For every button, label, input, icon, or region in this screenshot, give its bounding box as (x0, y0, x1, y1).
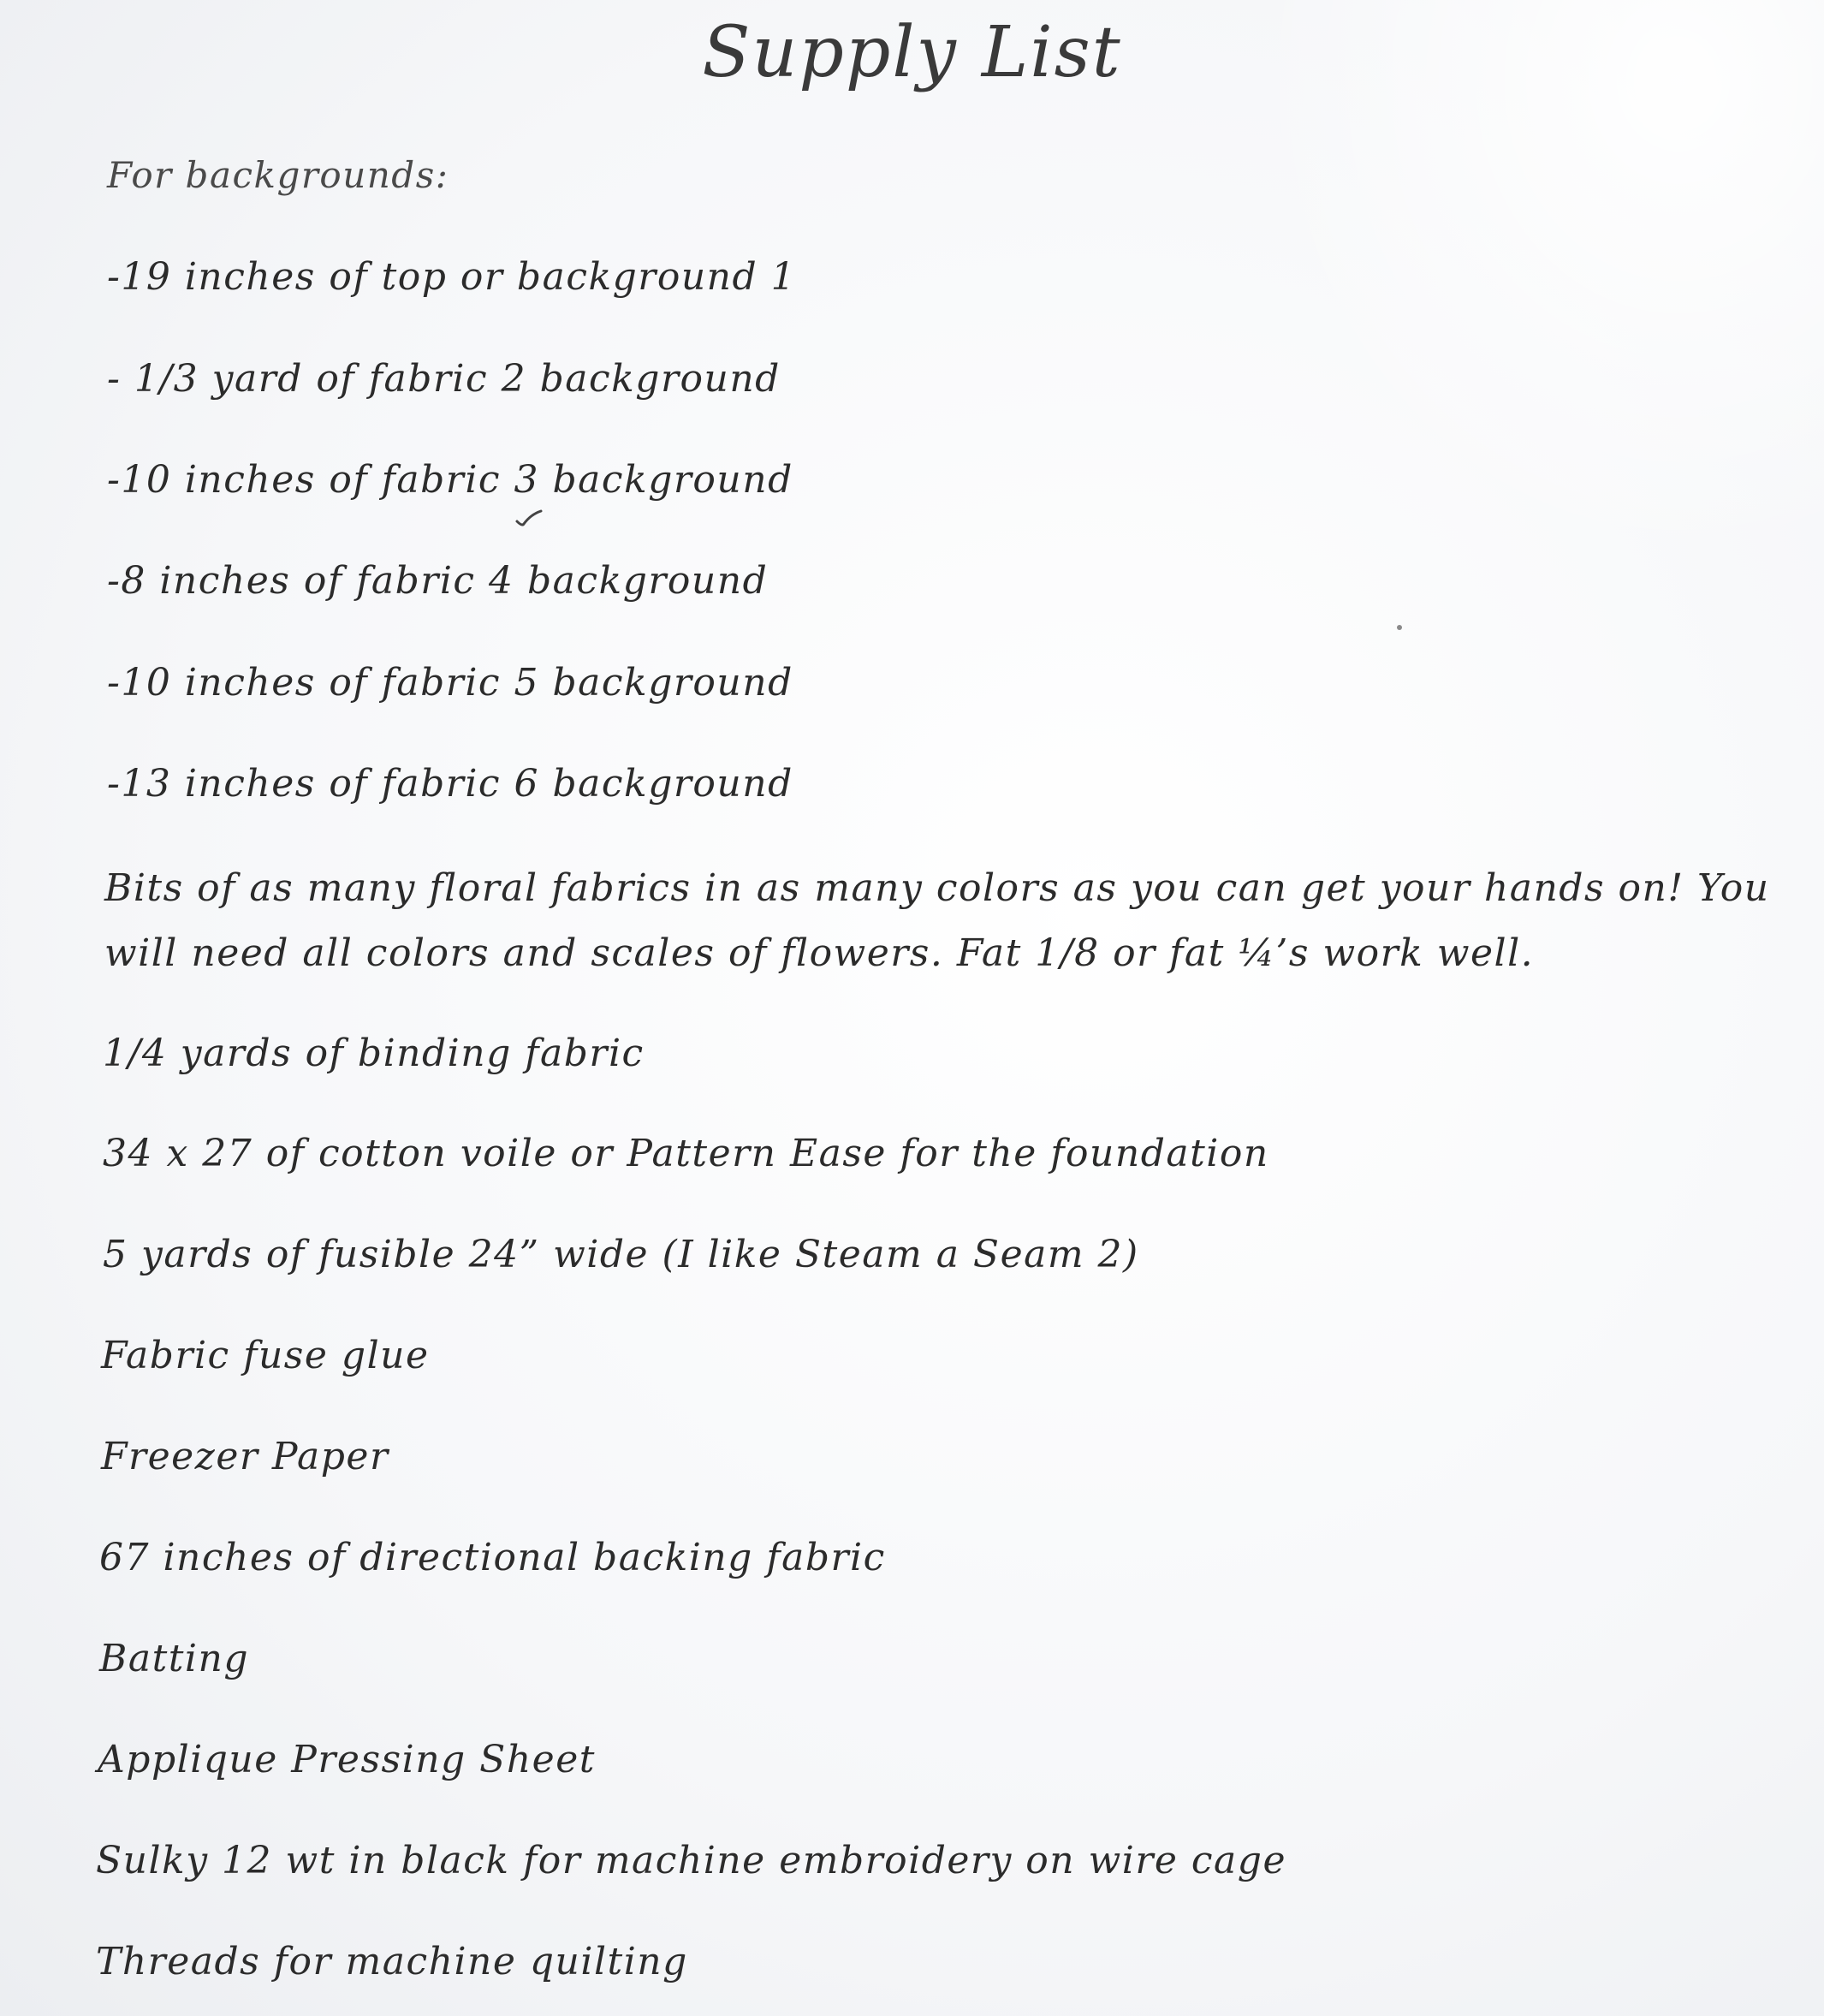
background-item: - 1/3 yard of fabric 2 background (107, 357, 781, 401)
background-item: -10 inches of fabric 5 background (107, 661, 793, 705)
supply-item: Freezer Paper (101, 1435, 389, 1478)
background-item: -19 inches of top or background 1 (107, 255, 797, 299)
supply-item: Fabric fuse glue (101, 1334, 430, 1377)
floral-fabrics-note: Bits of as many floral fabrics in as many colors as you can get your hands on! You will need all colors and scales of flowers. Fat 1/8 or fat ¼’s work well. (104, 866, 1770, 975)
supply-item: 34 x 27 of cotton voile or Pattern Ease for the foundation (103, 1132, 1269, 1175)
supply-item: 5 yards of fusible 24” wide (I like Steam a Seam 2) (103, 1233, 1139, 1276)
page-title: Supply List (702, 12, 1122, 93)
scan-speck (1397, 625, 1402, 630)
supply-item: Applique Pressing Sheet (98, 1738, 596, 1781)
supply-item: Batting (99, 1637, 250, 1680)
supply-item: 67 inches of directional backing fabric (99, 1536, 886, 1579)
check-mark-icon (514, 509, 544, 530)
background-item: -10 inches of fabric 3 background (107, 458, 793, 502)
supply-item: Sulky 12 wt in black for machine embroidery on wire cage (96, 1839, 1286, 1882)
supply-item: Threads for machine quilting (96, 1940, 688, 1983)
background-item: -13 inches of fabric 6 background (107, 762, 793, 806)
section-heading-backgrounds: For backgrounds: (107, 154, 449, 196)
supply-item: 1/4 yards of binding fabric (103, 1032, 645, 1075)
background-item: -8 inches of fabric 4 background (107, 559, 769, 603)
